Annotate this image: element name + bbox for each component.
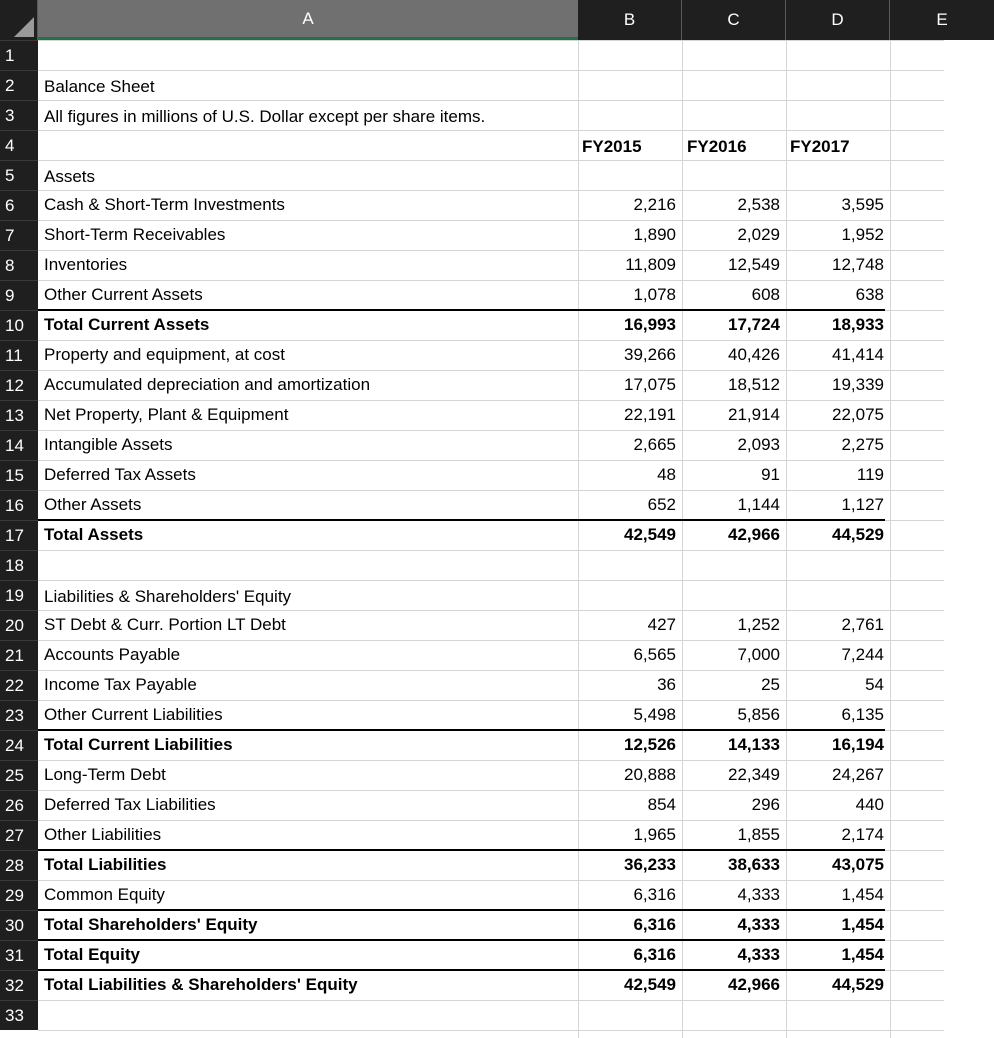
total-row-border bbox=[38, 519, 885, 521]
value-cell[interactable]: 91 bbox=[761, 465, 780, 484]
value-cell[interactable]: 20,888 bbox=[624, 765, 676, 784]
row-label[interactable]: Deferred Tax Assets bbox=[44, 465, 196, 484]
row-header[interactable]: 9 bbox=[0, 280, 38, 310]
value-cell[interactable]: 18,512 bbox=[728, 375, 780, 394]
row-header[interactable]: 10 bbox=[0, 310, 38, 340]
column-header-d[interactable]: D bbox=[786, 0, 890, 40]
value-cell[interactable]: 2,029 bbox=[737, 225, 780, 244]
value-cell[interactable]: 5,856 bbox=[737, 705, 780, 724]
row-label[interactable]: Total Liabilities & Shareholders' Equity bbox=[44, 975, 358, 994]
total-row-border bbox=[38, 939, 885, 941]
value-cell[interactable]: 41,414 bbox=[832, 345, 884, 364]
cell-b4-year[interactable]: FY2015 bbox=[582, 137, 642, 156]
value-cell[interactable]: 38,633 bbox=[728, 855, 780, 874]
row-header[interactable]: 26 bbox=[0, 790, 38, 820]
row-label[interactable]: Net Property, Plant & Equipment bbox=[44, 405, 289, 424]
row-header[interactable]: 27 bbox=[0, 820, 38, 850]
total-row-border bbox=[38, 849, 885, 851]
value-cell[interactable]: 12,526 bbox=[624, 735, 676, 754]
value-cell[interactable]: 6,316 bbox=[633, 885, 676, 904]
row-label[interactable]: Other Current Assets bbox=[44, 285, 203, 304]
row-header[interactable]: 23 bbox=[0, 700, 38, 730]
total-row-border bbox=[38, 729, 885, 731]
value-cell[interactable]: 17,724 bbox=[728, 315, 780, 334]
row-gridline bbox=[38, 1000, 944, 1001]
row-header[interactable]: 19 bbox=[0, 580, 38, 610]
value-cell[interactable]: 24,267 bbox=[832, 765, 884, 784]
row-label[interactable]: Accumulated depreciation and amortization bbox=[44, 375, 371, 394]
row-header[interactable]: 12 bbox=[0, 370, 38, 400]
row-header[interactable]: 3 bbox=[0, 100, 38, 130]
row-header[interactable]: 17 bbox=[0, 520, 38, 550]
value-cell[interactable]: 39,266 bbox=[624, 345, 676, 364]
value-cell[interactable]: 7,244 bbox=[841, 645, 884, 664]
row-header[interactable]: 30 bbox=[0, 910, 38, 940]
value-cell[interactable]: 16,194 bbox=[832, 735, 884, 754]
row-header[interactable]: 18 bbox=[0, 550, 38, 580]
value-cell[interactable]: 21,914 bbox=[728, 405, 780, 424]
row-label[interactable]: Accounts Payable bbox=[44, 645, 181, 664]
row-label[interactable]: Total Current Liabilities bbox=[44, 735, 233, 754]
row-header[interactable]: 5 bbox=[0, 160, 38, 190]
value-cell[interactable]: 12,549 bbox=[728, 255, 780, 274]
value-cell[interactable]: 3,595 bbox=[841, 195, 884, 214]
value-cell[interactable]: 42,549 bbox=[624, 975, 676, 994]
row-header[interactable]: 4 bbox=[0, 130, 38, 160]
row-gridline bbox=[38, 1030, 944, 1031]
value-cell[interactable]: 42,966 bbox=[728, 975, 780, 994]
row-label[interactable]: Other Liabilities bbox=[44, 825, 162, 844]
value-cell[interactable]: 638 bbox=[855, 285, 884, 304]
row-label[interactable]: Cash & Short-Term Investments bbox=[44, 195, 285, 214]
row-header[interactable]: 8 bbox=[0, 250, 38, 280]
row-label[interactable]: Other Current Liabilities bbox=[44, 705, 223, 724]
value-cell[interactable]: 54 bbox=[865, 675, 884, 694]
value-cell[interactable]: 1,127 bbox=[841, 495, 884, 514]
value-cell[interactable]: 1,078 bbox=[633, 285, 676, 304]
value-cell[interactable]: 5,498 bbox=[633, 705, 676, 724]
row-header[interactable]: 22 bbox=[0, 670, 38, 700]
row-gridline bbox=[38, 580, 944, 581]
row-header[interactable]: 6 bbox=[0, 190, 38, 220]
value-cell[interactable]: 22,075 bbox=[832, 405, 884, 424]
value-cell[interactable]: 2,093 bbox=[737, 435, 780, 454]
column-header-a[interactable]: A bbox=[38, 0, 578, 40]
value-cell[interactable]: 4,333 bbox=[737, 945, 780, 964]
value-cell[interactable]: 48 bbox=[657, 465, 676, 484]
value-cell[interactable]: 6,565 bbox=[633, 645, 676, 664]
value-cell[interactable]: 42,966 bbox=[728, 525, 780, 544]
value-cell[interactable]: 6,135 bbox=[841, 705, 884, 724]
value-cell[interactable]: 2,174 bbox=[841, 825, 884, 844]
value-cell[interactable]: 43,075 bbox=[832, 855, 884, 874]
value-cell[interactable]: 652 bbox=[647, 495, 676, 514]
row-header[interactable]: 31 bbox=[0, 940, 38, 970]
cell-c4-year[interactable]: FY2016 bbox=[687, 137, 747, 156]
value-cell[interactable]: 1,454 bbox=[841, 885, 884, 904]
value-cell[interactable]: 36 bbox=[657, 675, 676, 694]
row-header[interactable]: 15 bbox=[0, 460, 38, 490]
value-cell[interactable]: 854 bbox=[647, 795, 676, 814]
value-cell[interactable]: 4,333 bbox=[737, 885, 780, 904]
row-label[interactable]: Intangible Assets bbox=[44, 435, 173, 454]
value-cell[interactable]: 22,349 bbox=[728, 765, 780, 784]
value-cell[interactable]: 296 bbox=[751, 795, 780, 814]
value-cell[interactable]: 17,075 bbox=[624, 375, 676, 394]
row-header[interactable]: 28 bbox=[0, 850, 38, 880]
row-header[interactable]: 1 bbox=[0, 40, 38, 70]
value-cell[interactable]: 18,933 bbox=[832, 315, 884, 334]
value-cell[interactable]: 119 bbox=[856, 465, 884, 484]
row-label[interactable]: Common Equity bbox=[44, 885, 165, 904]
total-row-border bbox=[38, 969, 885, 971]
value-cell[interactable]: 1,144 bbox=[737, 495, 780, 514]
value-cell[interactable]: 440 bbox=[855, 795, 884, 814]
row-header[interactable]: 20 bbox=[0, 610, 38, 640]
row-label[interactable]: Total Liabilities bbox=[44, 855, 167, 874]
value-cell[interactable]: 2,665 bbox=[633, 435, 676, 454]
value-cell[interactable]: 22,191 bbox=[624, 405, 676, 424]
row-header[interactable]: 32 bbox=[0, 970, 38, 1000]
value-cell[interactable]: 1,965 bbox=[633, 825, 676, 844]
value-cell[interactable]: 36,233 bbox=[624, 855, 676, 874]
value-cell[interactable]: 1,952 bbox=[841, 225, 884, 244]
cell-a5-assets-header[interactable]: Assets bbox=[44, 167, 96, 186]
row-header[interactable]: 16 bbox=[0, 490, 38, 520]
column-header-e[interactable]: E bbox=[890, 0, 994, 40]
row-header[interactable]: 21 bbox=[0, 640, 38, 670]
cell-d4-year[interactable]: FY2017 bbox=[790, 137, 850, 156]
value-cell[interactable]: 608 bbox=[751, 285, 780, 304]
row-label[interactable]: Total Current Assets bbox=[44, 315, 210, 334]
row-header[interactable]: 29 bbox=[0, 880, 38, 910]
value-cell[interactable]: 11,809 bbox=[625, 255, 676, 274]
row-label[interactable]: ST Debt & Curr. Portion LT Debt bbox=[44, 615, 286, 634]
value-cell[interactable]: 2,216 bbox=[633, 195, 676, 214]
row-header[interactable]: 14 bbox=[0, 430, 38, 460]
value-cell[interactable]: 40,426 bbox=[728, 345, 780, 364]
row-label[interactable]: Other Assets bbox=[44, 495, 142, 514]
cell-a2-title[interactable]: Balance Sheet bbox=[44, 77, 155, 96]
value-cell[interactable]: 2,538 bbox=[737, 195, 780, 214]
row-label[interactable]: Long-Term Debt bbox=[44, 765, 166, 784]
value-cell[interactable]: 12,748 bbox=[832, 255, 884, 274]
cell-a19-liabilities-header[interactable]: Liabilities & Shareholders' Equity bbox=[44, 587, 292, 606]
row-header[interactable]: 11 bbox=[0, 340, 38, 370]
value-cell[interactable]: 1,454 bbox=[841, 915, 884, 934]
row-header[interactable]: 7 bbox=[0, 220, 38, 250]
row-gridline bbox=[38, 70, 944, 71]
value-cell[interactable]: 1,855 bbox=[737, 825, 780, 844]
row-gridline bbox=[38, 550, 944, 551]
row-gridline bbox=[38, 40, 944, 41]
value-cell[interactable]: 42,549 bbox=[624, 525, 676, 544]
row-header[interactable]: 33 bbox=[0, 1000, 38, 1030]
column-header-b[interactable]: B bbox=[578, 0, 682, 40]
cell-a3-subtitle[interactable]: All figures in millions of U.S. Dollar except per share items. bbox=[44, 107, 486, 126]
value-cell[interactable]: 1,454 bbox=[841, 945, 884, 964]
value-cell[interactable]: 4,333 bbox=[737, 915, 780, 934]
value-cell[interactable]: 2,275 bbox=[841, 435, 884, 454]
value-cell[interactable]: 16,993 bbox=[624, 315, 676, 334]
value-cell[interactable]: 6,316 bbox=[633, 915, 676, 934]
total-row-border bbox=[38, 909, 885, 911]
value-cell[interactable]: 1,252 bbox=[737, 615, 780, 634]
row-header[interactable]: 2 bbox=[0, 70, 38, 100]
value-cell[interactable]: 7,000 bbox=[737, 645, 780, 664]
row-header[interactable]: 13 bbox=[0, 400, 38, 430]
value-cell[interactable]: 25 bbox=[761, 675, 780, 694]
value-cell[interactable]: 2,761 bbox=[841, 615, 884, 634]
row-label[interactable]: Property and equipment, at cost bbox=[44, 345, 285, 364]
value-cell[interactable]: 6,316 bbox=[633, 945, 676, 964]
row-label[interactable]: Total Assets bbox=[44, 525, 144, 544]
row-header[interactable]: 25 bbox=[0, 760, 38, 790]
value-cell[interactable]: 14,133 bbox=[728, 735, 780, 754]
row-label[interactable]: Income Tax Payable bbox=[44, 675, 197, 694]
row-header[interactable]: 24 bbox=[0, 730, 38, 760]
value-cell[interactable]: 44,529 bbox=[832, 975, 884, 994]
column-header-c[interactable]: C bbox=[682, 0, 786, 40]
row-label[interactable]: Total Shareholders' Equity bbox=[44, 915, 258, 934]
value-cell[interactable]: 44,529 bbox=[832, 525, 884, 544]
row-label[interactable]: Short-Term Receivables bbox=[44, 225, 226, 244]
value-cell[interactable]: 1,890 bbox=[633, 225, 676, 244]
select-all-corner[interactable] bbox=[0, 0, 38, 40]
total-row-border bbox=[38, 309, 885, 311]
select-all-triangle-icon bbox=[14, 17, 34, 37]
value-cell[interactable]: 427 bbox=[647, 615, 676, 634]
row-label[interactable]: Inventories bbox=[44, 255, 128, 274]
row-label[interactable]: Total Equity bbox=[44, 945, 141, 964]
value-cell[interactable]: 19,339 bbox=[832, 375, 884, 394]
row-label[interactable]: Deferred Tax Liabilities bbox=[44, 795, 216, 814]
